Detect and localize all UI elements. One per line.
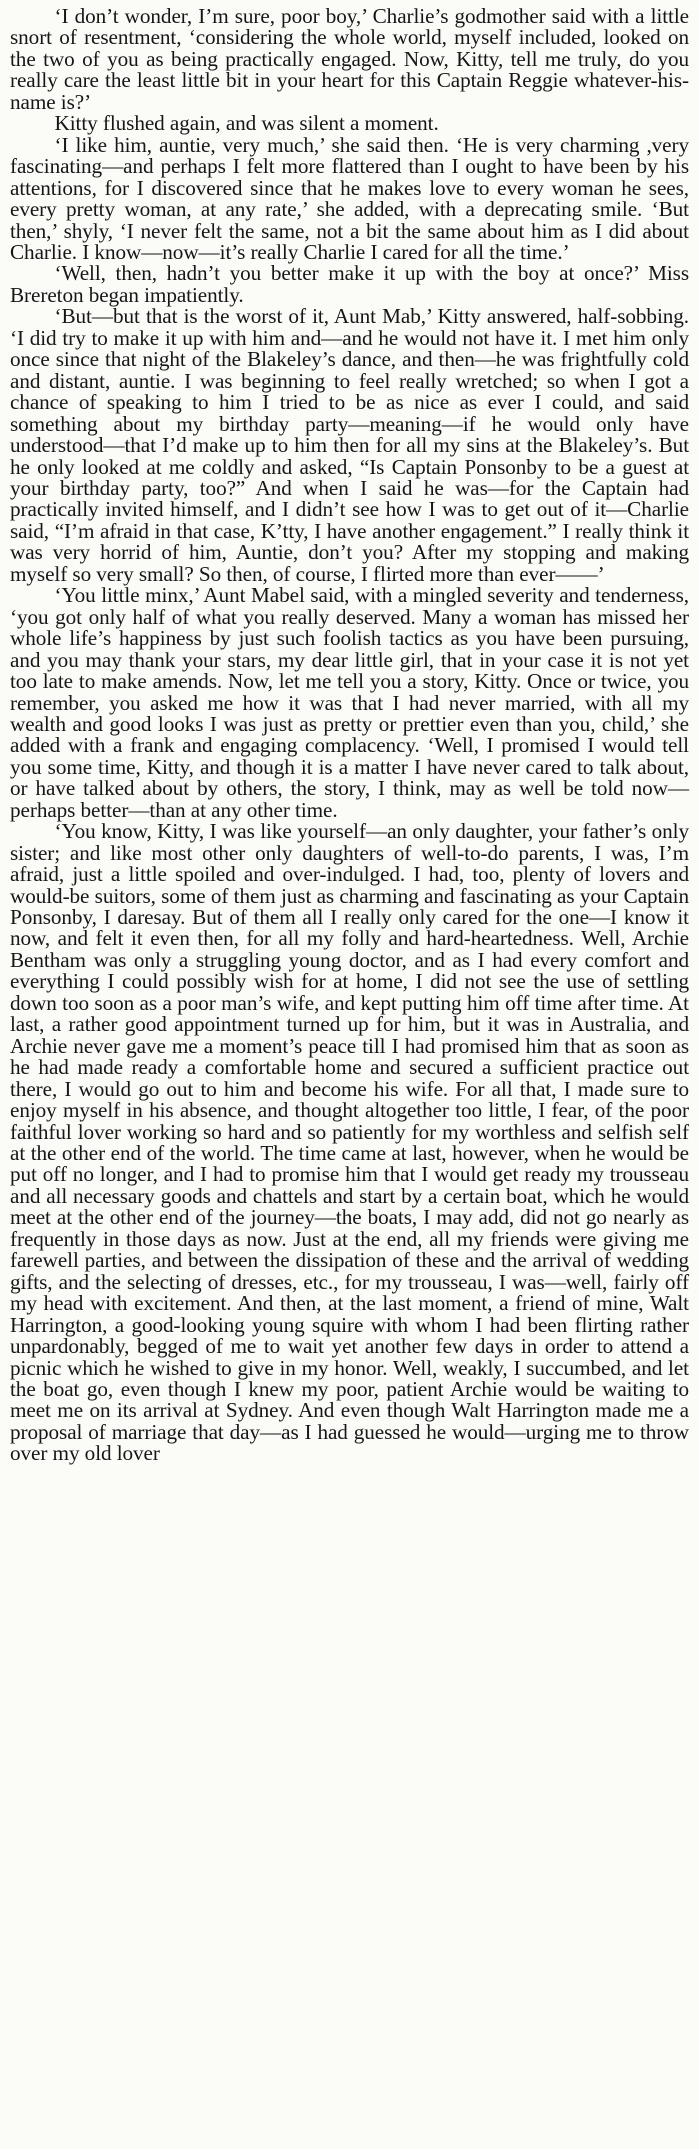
paragraph-aunt-mabel-reply: ‘You little minx,’ Aunt Mabel said, with a mingled severity and tenderness, ‘you got only half of what you really deserved. Many a woman has missed her whole life’s happiness by just such foolish tactics as you have been pursuing, and you may thank your stars, my dear little girl, that in your case it is not yet too late to make amends. Now, let me tell you a story, Kitty. Once or twice, you remember, you asked me how it was that I had never married, with all my wealth and good looks I was just as pretty or prettier even than you, child,’ she added with a frank and engaging complacency. ‘Well, I promised I would tell you some time, Kitty, and though it is a matter I have never cared to talk about, or have talked about by others, the story, I think, may as well be told now—perhaps better—than at any other time.: [10, 583, 689, 822]
story-column: [10, 6, 689, 1465]
paragraph-aunt-mabel-story: ‘You know, Kitty, I was like yourself—an only daughter, your father’s only sister; and like most other only daughters of well-to-do parents, I was, I’m afraid, just a little spoiled and over-indulged. I had, too, plenty of lovers and would-be suitors, some of them just as charming and fascinating as your Captain Ponsonby, I daresay. But of them all I really only cared for the one—I know it now, and felt it even then, for all my folly and hard-heartedness. Well, Archie Bentham was only a struggling young doctor, and as I had every comfort and everything I could possibly wish for at home, I did not see the use of settling down too soon as a poor man’s wife, and kept putting him off time after time. At last, a rather good appointment turned up for him, but it was in Australia, and Archie never gave me a moment’s peace till I had promised him that as soon as he had made ready a comfortable home and secured a sufficient practice out there, I would go out to him and become his wife. For all that, I made sure to enjoy myself in his absence, and thought altogether too little, I fear, of the poor faithful lover working so hard and so patiently for my worthless and selfish self at the other end of the world. The time came at last, however, when he would be put off no longer, and I had to promise him that I would get ready my trousseau and all necessary goods and chattels and start by a certain boat, which he would meet at the other end of the journey—the boats, I may add, did not go nearly as frequently in those days as now. Just at the end, all my friends were giving me farewell parties, and between the dissipation of these and the arrival of wedding gifts, and the selecting of dresses, etc., for my trousseau, I was—well, fairly off my head with excitement. And then, at the last moment, a friend of mine, Walt Harrington, a good-looking young squire with whom I had been flirting rather unpardonably, begged of me to wait yet another few days in order to attend a picnic which he wished to give in my honor. Well, weakly, I succumbed, and let the boat go, even though I knew my poor, patient Archie would be waiting to meet me on its arrival at Sydney. And even though Walt Harrington made me a proposal of marriage that day—as I had guessed he would—urging me to throw over my old lover: [10, 819, 689, 1466]
paragraph-godmother-question: ‘I don’t wonder, I’m sure, poor boy,’ Charlie’s godmother said with a little snort of resentment, ‘considering the whole world, myself included, looked on the two of you as being practically engaged. Now, Kitty, tell me truly, do you really care the least little bit in your heart for this Captain Reggie whatever-his-name is?’: [10, 4, 689, 114]
paragraph-kitty-confession: ‘But—but that is the worst of it, Aunt Mab,’ Kitty answered, half-sobbing. ‘I did try to make it up with him and—and he would not have it. I met him only once since that night of the Blakeley’s dance, and then—he was frightfully cold and distant, auntie. I was beginning to feel really wretched; so when I got a chance of speaking to him I tried to be as nice as ever I could, and said something about my birthday party—meaning—if he would only have understood—that I’d make up to him then for all my sins at the Blakeley’s. But he only looked at me coldly and asked, “Is Captain Ponsonby to be a guest at your birthday party, too?” And when I said he was—for the Captain had practically invited himself, and I didn’t see how I was to get out of it—Charlie said, “I’m afraid in that case, K’tty, I have another engagement.” I really think it was very horrid of him, Auntie, don’t you? After my stopping and making myself so very small? So then, of course, I flirted more than ever——’: [10, 304, 689, 586]
paragraph-kitty-likes-him: ‘I like him, auntie, very much,’ she said then. ‘He is very charming ,very fascinating—and perhaps I felt more flattered than I ought to have been by his attentions, for I discovered since that he makes love to every woman he sees, every pretty woman, at any rate,’ she added, with a deprecating smile. ‘But then,’ shyly, ‘I never felt the same, not a bit the same about him as I did about Charlie. I know—now—it’s really Charlie I cared for all the time.’: [10, 132, 689, 264]
paragraph-miss-brereton: ‘Well, then, hadn’t you better make it up with the boy at once?’ Miss Brereton began impatiently.: [10, 261, 689, 307]
paragraph-kitty-flushed: Kitty flushed again, and was silent a moment.: [54, 111, 439, 136]
